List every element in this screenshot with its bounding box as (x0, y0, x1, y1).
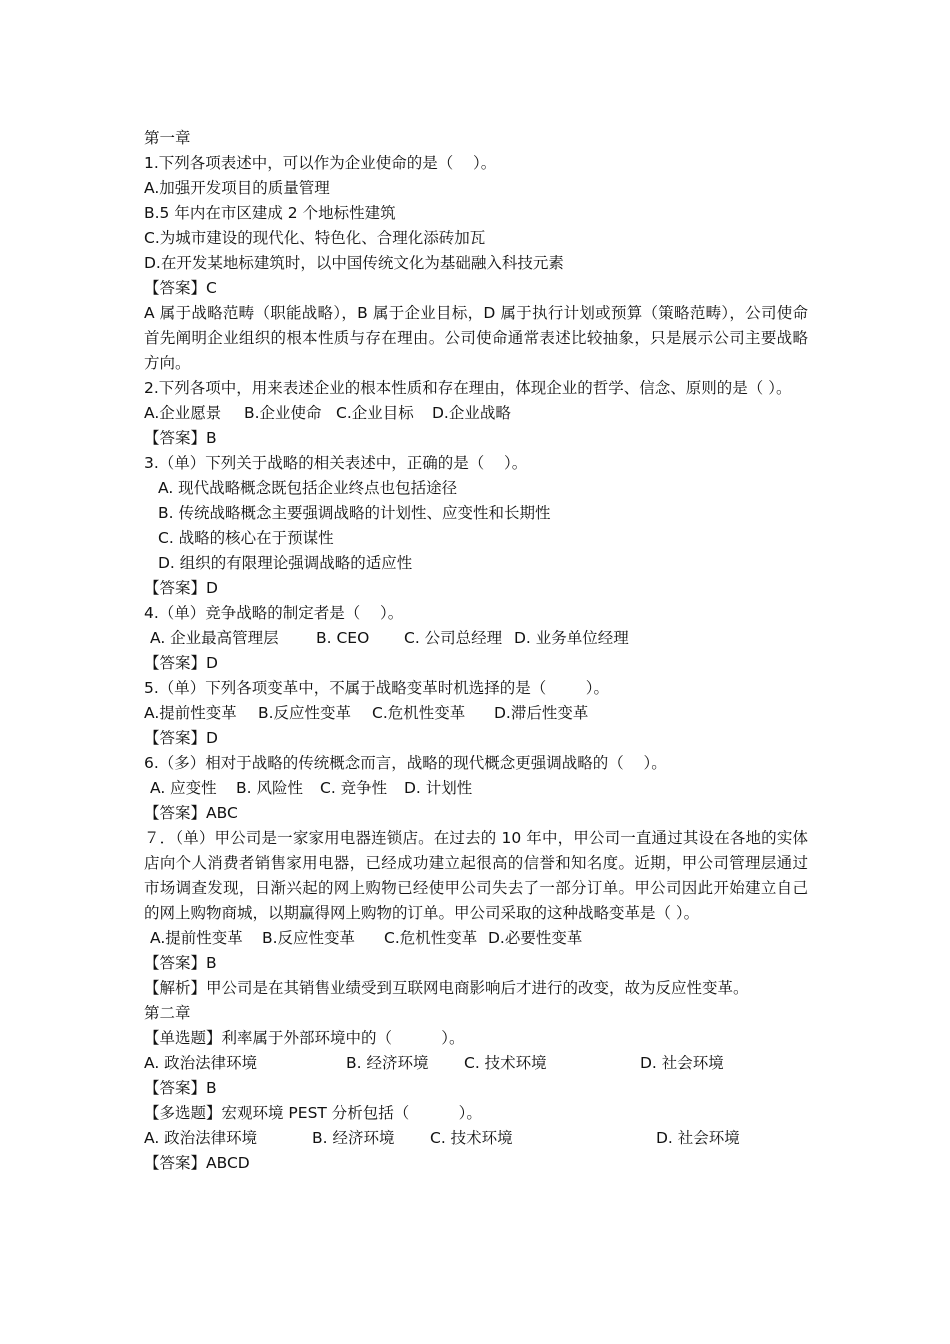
question-option: C.企业目标 (336, 404, 414, 422)
question-option: A. 政治法律环境 (144, 1054, 258, 1072)
question-option: B.反应性变革 (262, 929, 356, 947)
question-option: C. 技术环境 (430, 1129, 513, 1147)
question-option: D. 业务单位经理 (514, 629, 629, 647)
question-option: B. 经济环境 (346, 1054, 429, 1072)
question-option: D. 社会环境 (656, 1129, 740, 1147)
answer-line: 【答案】B (144, 954, 217, 972)
explanation-paragraph: A 属于战略范畴（职能战略），B 属于企业目标，D 属于执行计划或预算（策略范畴），公司使命首先阐明企业组织的根本性质与存在理由。公司使命通常表述比较抽象，只是展示公司主要战略方向。 (144, 304, 808, 372)
question-option: C. 竞争性 (320, 779, 388, 797)
question-option: D.必要性变革 (488, 929, 583, 947)
options-row (144, 776, 808, 801)
question-option: B. 风险性 (236, 779, 303, 797)
question-option: C.危机性变革 (384, 929, 478, 947)
question-stem: 1.下列各项表述中，可以作为企业使命的是（ ）。 (144, 154, 497, 172)
question-option: A.加强开发项目的质量管理 (144, 179, 330, 197)
options-row (144, 926, 808, 951)
chapter-heading: 第一章 (144, 129, 191, 147)
question-stem: 6.（多）相对于战略的传统概念而言，战略的现代概念更强调战略的（ ）。 (144, 754, 667, 772)
question-option: A.提前性变革 (150, 929, 243, 947)
question-option: B. 经济环境 (312, 1129, 395, 1147)
options-row (144, 401, 808, 426)
answer-line: 【答案】C (144, 279, 217, 297)
question-option: B.5 年内在市区建成 2 个地标性建筑 (144, 204, 396, 222)
answer-line: 【答案】B (144, 1079, 217, 1097)
question-stem: 2.下列各项中，用来表述企业的根本性质和存在理由，体现企业的哲学、信念、原则的是（ ）。 (144, 379, 792, 397)
question-stem: 【单选题】利率属于外部环境中的（ ）。 (144, 1029, 465, 1047)
options-row (144, 1051, 808, 1076)
question-option: C.为城市建设的现代化、特色化、合理化添砖加瓦 (144, 229, 486, 247)
question-stem: 3.（单）下列关于战略的相关表述中，正确的是（ ）。 (144, 454, 528, 472)
question-stem: 4.（单）竞争战略的制定者是（ ）。 (144, 604, 404, 622)
question-option: A. 企业最高管理层 (150, 629, 279, 647)
question-option: D. 社会环境 (640, 1054, 724, 1072)
options-row (144, 701, 808, 726)
question-option: A. 现代战略概念既包括企业终点也包括途径 (158, 479, 458, 497)
question-stem: 【多选题】宏观环境 PEST 分析包括（ ）。 (144, 1104, 482, 1122)
answer-line: 【答案】B (144, 429, 217, 447)
chapter-heading: 第二章 (144, 1004, 191, 1022)
explanation-paragraph: 【解析】甲公司是在其销售业绩受到互联网电商影响后才进行的改变，故为反应性变革。 (144, 979, 749, 997)
question-option: D.滞后性变革 (494, 704, 589, 722)
question-option: C. 战略的核心在于预谋性 (158, 529, 334, 547)
question-option: D.在开发某地标建筑时，以中国传统文化为基础融入科技元素 (144, 254, 564, 272)
answer-line: 【答案】D (144, 579, 218, 597)
document-page (144, 126, 808, 1176)
question-option: D. 组织的有限理论强调战略的适应性 (158, 554, 413, 572)
question-option: B.企业使命 (244, 404, 322, 422)
question-option: A.企业愿景 (144, 404, 222, 422)
question-option: B.反应性变革 (258, 704, 352, 722)
answer-line: 【答案】D (144, 729, 218, 747)
question-option: A.提前性变革 (144, 704, 237, 722)
question-option: B. 传统战略概念主要强调战略的计划性、应变性和长期性 (158, 504, 551, 522)
question-option: D.企业战略 (432, 404, 511, 422)
options-row (144, 626, 808, 651)
question-option: A. 应变性 (150, 779, 217, 797)
question-option: B. CEO (316, 629, 370, 647)
question-option: C. 技术环境 (464, 1054, 547, 1072)
question-option: D. 计划性 (404, 779, 473, 797)
answer-line: 【答案】ABCD (144, 1154, 250, 1172)
answer-line: 【答案】ABC (144, 804, 238, 822)
question-stem: ７．（单）甲公司是一家家用电器连锁店。在过去的 10 年中，甲公司一直通过其设在各地的实体店向个人消费者销售家用电器，已经成功建立起很高的信誉和知名度。近期，甲公司管理层通过市场调查发现，日渐兴起的网上购物已经使甲公司失去了一部分订单。甲公司因此开始建立自己的网上购物商城，以期赢得网上购物的订单。甲公司采取的这种战略变革是（ ）。 (144, 829, 808, 922)
answer-line: 【答案】D (144, 654, 218, 672)
question-stem: 5.（单）下列各项变革中，不属于战略变革时机选择的是（ ）。 (144, 679, 609, 697)
question-option: C.危机性变革 (372, 704, 466, 722)
question-option: C. 公司总经理 (404, 629, 503, 647)
question-option: A. 政治法律环境 (144, 1129, 258, 1147)
options-row (144, 1126, 808, 1151)
